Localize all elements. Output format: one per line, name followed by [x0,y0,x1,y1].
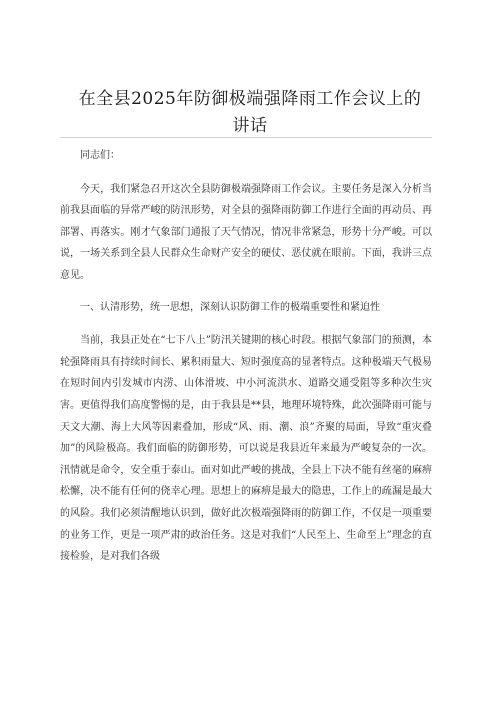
paragraph-section-1: 当前，我县正处在“七下八上”防汛关键期的核心时段。根据气象部门的预测，本轮强降雨具有持续时间长、累积雨量大、短时强度高的显著特点。这种极端天气极易在短时间内引发城市内涝、山体滑坡、中小河流洪水、道路交通受阻等多种次生灾害。更值得我们高度警惕的是，由于我县是**县，地理环境特殊，此次强降雨可能与天文大潮、海上大风等因素叠加，形成“风、雨、潮、浪”齐聚的局面，导致“重灾叠加”的风险极高。我们面临的防御形势，可以说是我县近年来最为严峻复杂的一次。汛情就是命令，安全重于泰山。面对如此严峻的挑战，全县上下决不能有丝毫的麻痹松懈，决不能有任何的侥幸心理。思想上的麻痹是最大的隐患，工作上的疏漏是最大的风险。我们必须清醒地认识到，做好此次极端强降雨的防御工作，不仅是一项重要的业务工作，更是一项严肃的政治任务。这是对我们“人民至上、生命至上”理念的直接检验，是对我们各级 [60,335,432,563]
section-heading-1: 一、认清形势，统一思想，深刻认识防御工作的极端重要性和紧迫性 [80,301,380,313]
title-line-1: 在全县2025年防御极端强降雨工作会议上的 [78,89,422,109]
page-title [70,86,430,140]
paragraph-intro: 今天，我们紧急召开这次全县防御极端强降雨工作会议。主要任务是深入分析当前我县面临的异常严峻的防汛形势，对全县的强降雨防御工作进行全面的再动员、再部署、再落实。刚才气象部门通报了天气情况，情况非常紧急，形势十分严峻。可以说，一场关系到全县人民群众生命财产安全的硬仗、恶仗就在眼前。下面，我讲三点意见。 [60,183,432,281]
title-divider [60,137,432,138]
salutation: 同志们： [80,150,120,161]
document-body [60,145,432,578]
title-line-2: 讲话 [232,116,268,136]
